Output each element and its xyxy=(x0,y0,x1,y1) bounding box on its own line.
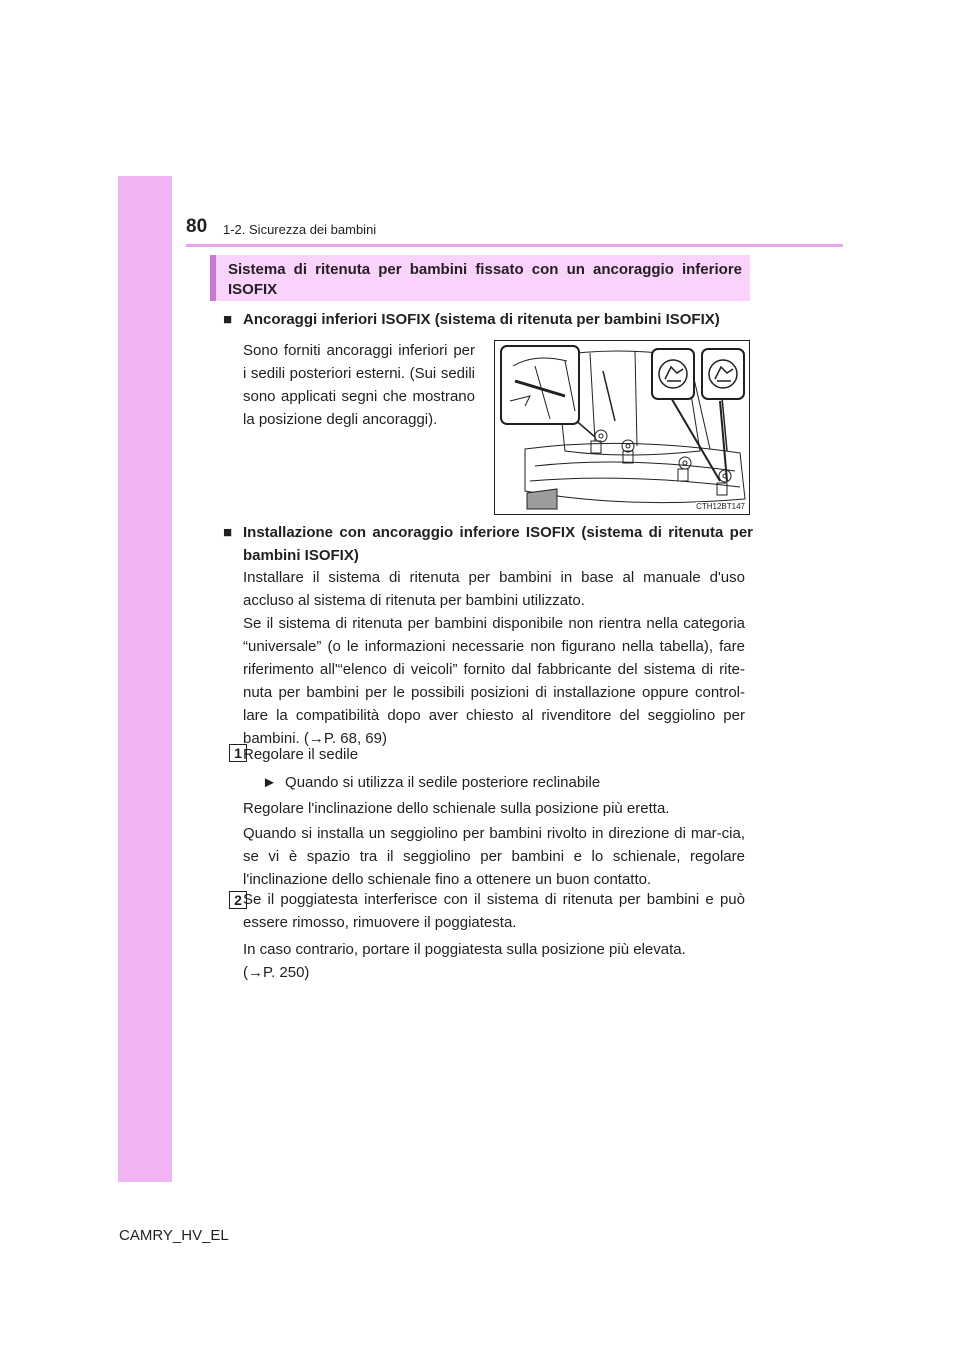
section-heading-1-text: Ancoraggi inferiori ISOFIX (sistema di ritenuta per bambini ISOFIX) xyxy=(243,311,720,328)
step-1-para-2: Quando si installa un seggiolino per bambini rivolto in direzione di mar-cia, se vi è spazio tra il seggiolino per bambini e lo schienale, regolare l'inclinazione dello schienale fino a ottenere un buon contatto. xyxy=(243,825,745,888)
isofix-anchor-illustration xyxy=(494,340,750,515)
step-1-title: Regolare il sedile xyxy=(243,746,359,763)
figure-code: CTH12BT147 xyxy=(696,502,745,511)
section-2-para-1: Installare il sistema di ritenuta per bambini in base al manuale d'uso accluso al sistema di ritenuta per bambini utilizzato. xyxy=(243,569,745,609)
step-2-reference: (→P. 250) xyxy=(243,964,310,981)
section-heading-2-text: Installazione con ancoraggio inferiore ISOFIX (sistema di ritenuta per bambini ISOFIX) xyxy=(243,524,753,564)
title-box xyxy=(210,255,750,301)
step-number-1: 1 xyxy=(229,744,247,762)
step-2-para-1: In caso contrario, portare il poggiatesta sulla posizione più elevata. xyxy=(243,941,686,958)
step-1-sub-bullet-text: Quando si utilizza il sedile posteriore reclinabile xyxy=(285,774,601,791)
step-1-para-1: Regolare l'inclinazione dello schienale sulla posizione più eretta. xyxy=(243,800,670,817)
section-2-para-2: Se il sistema di ritenuta per bambini disponibile non rientra nella categoria “universale” (o le informazioni necessarie non figurano nella tabella), fare riferimento all'“elenco di veicoli” fornito dal fabbricante del sistema di rite-nuta per bambini per le possibili posizioni di installazione oppure control-lare la compatibilità dopo aver chiesto al rivenditore del seggiolino per bambini. (→P. 68, 69) xyxy=(243,615,745,747)
title-box-text: Sistema di ritenuta per bambini fissato con un ancoraggio inferiore ISOFIX xyxy=(228,261,742,298)
step-1-sub-bullet xyxy=(262,771,600,794)
square-bullet-icon: ■ xyxy=(223,311,233,328)
side-tab xyxy=(118,176,172,1182)
header-divider xyxy=(186,244,843,247)
page-number: 80 xyxy=(186,216,208,237)
footer-model: CAMRY_HV_EL xyxy=(119,1227,229,1244)
rear-seat-drawing xyxy=(495,341,750,515)
step-2-title: Se il poggiatesta interferisce con il sistema di ritenuta per bambini e può essere rimosso, rimuovere il poggiatesta. xyxy=(243,891,745,931)
section-1-body: Sono forniti ancoraggi inferiori per i sedili posteriori esterni. (Sui sedili sono applicati segni che mostrano la posizione degli ancoraggi). xyxy=(243,342,475,428)
square-bullet-icon: ■ xyxy=(223,524,233,541)
section-title: 1-2. Sicurezza dei bambini xyxy=(223,222,377,237)
triangle-bullet-icon: ► xyxy=(262,774,277,791)
step-number-2: 2 xyxy=(229,891,247,909)
